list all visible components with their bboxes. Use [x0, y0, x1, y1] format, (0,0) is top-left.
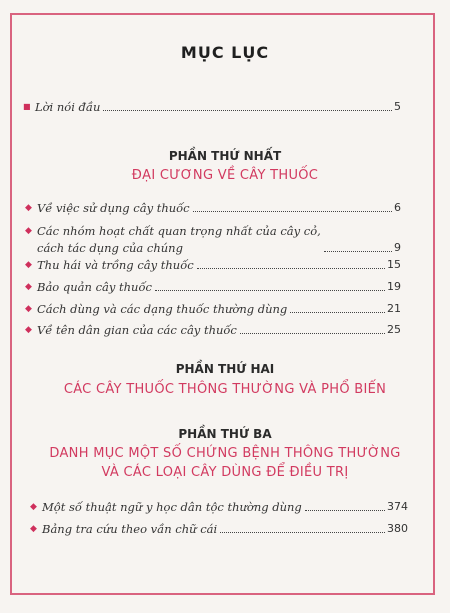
toc-entry-label: Thu hái và trồng cây thuốc	[37, 258, 194, 272]
part2-title: CÁC CÂY THUỐC THÔNG THƯỜNG VÀ PHỔ BIẾN	[63, 382, 387, 397]
diamond-bullet-icon: ◆	[25, 304, 32, 314]
toc-entry[interactable]	[30, 500, 408, 514]
part3-heading: PHẦN THỨ BA	[178, 427, 272, 441]
toc-entry-preface[interactable]	[23, 100, 401, 114]
part1-title: ĐẠI CƯƠNG VỀ CÂY THUỐC	[131, 168, 319, 183]
toc-entry[interactable]	[25, 258, 401, 272]
toc-entry-label: Một số thuật ngữ y học dân tộc thường dùng	[42, 500, 302, 514]
leader-dots	[193, 211, 392, 212]
toc-entry-page: 25	[387, 323, 401, 336]
toc-entry-label: Cách dùng và các dạng thuốc thường dùng	[37, 302, 288, 316]
diamond-bullet-icon: ◆	[25, 226, 32, 236]
toc-entry-page: 19	[387, 280, 401, 293]
toc-entry-label: Lời nói đầu	[35, 100, 101, 114]
diamond-bullet-icon: ◆	[25, 260, 32, 270]
toc-entry[interactable]	[25, 323, 401, 337]
square-bullet-icon: ■	[23, 102, 31, 111]
leader-dots	[240, 333, 385, 334]
leader-dots	[324, 251, 392, 252]
toc-entry-page: 21	[387, 302, 401, 315]
toc-entry[interactable]	[25, 302, 401, 316]
part3-title-line1: DANH MỤC MỘT SỐ CHỨNG BỆNH THÔNG THƯỜNG	[49, 446, 401, 461]
page-title: MỤC LỤC	[180, 43, 270, 62]
leader-dots	[155, 290, 385, 291]
toc-entry-label: Bảo quản cây thuốc	[37, 280, 152, 294]
toc-entry-page: 9	[394, 241, 401, 254]
toc-entry-label: Bảng tra cứu theo vần chữ cái	[42, 522, 218, 536]
part3-title-line2: VÀ CÁC LOẠI CÂY DÙNG ĐỂ ĐIỀU TRỊ	[101, 465, 349, 480]
toc-entry-page: 374	[387, 500, 408, 513]
toc-entry-label: Về việc sử dụng cây thuốc	[37, 201, 190, 215]
toc-entry[interactable]	[25, 224, 401, 255]
leader-dots	[220, 532, 385, 533]
leader-dots	[103, 110, 392, 111]
toc-entry-page: 5	[394, 100, 401, 113]
toc-entry[interactable]	[25, 201, 401, 215]
diamond-bullet-icon: ◆	[30, 524, 37, 534]
diamond-bullet-icon: ◆	[30, 502, 37, 512]
leader-dots	[290, 312, 385, 313]
toc-entry[interactable]	[30, 522, 408, 536]
toc-entry-label-line1: Các nhóm hoạt chất quan trọng nhất của cây cỏ,	[37, 224, 321, 238]
toc-entry-page: 6	[394, 201, 401, 214]
leader-dots	[305, 510, 385, 511]
part1-heading: PHẦN THỨ NHẤT	[168, 149, 282, 163]
toc-entry-label-wrap	[37, 224, 321, 255]
toc-entry-page: 15	[387, 258, 401, 271]
toc-entry-label: Về tên dân gian của các cây thuốc	[37, 323, 237, 337]
diamond-bullet-icon: ◆	[25, 203, 32, 213]
toc-entry[interactable]	[25, 280, 401, 294]
diamond-bullet-icon: ◆	[25, 282, 32, 292]
toc-entry-label-line2: cách tác dụng của chúng	[37, 241, 183, 255]
diamond-bullet-icon: ◆	[25, 325, 32, 335]
part2-heading: PHẦN THỨ HAI	[175, 362, 275, 376]
toc-entry-page: 380	[387, 522, 408, 535]
leader-dots	[197, 268, 385, 269]
